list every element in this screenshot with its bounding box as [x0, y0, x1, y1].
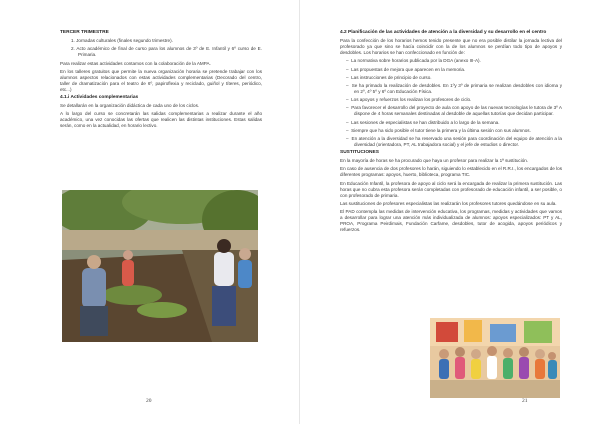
paragraph: Se detallarán en la organización didáctica de cada uno de los ciclos.	[60, 103, 200, 109]
bullet-item: – Los apoyos y refuerzos los realizan los profesores de ciclo.	[346, 97, 472, 103]
bullet-item: – Las sesiones de especialistas se han distribuido a lo largo de la semana.	[346, 119, 500, 125]
bullet-item: – En atención a la diversidad se ha reservado una sesión para coordinación del equipo de atención a la diversidad (orientadora, PT, AL trabajadora social) y el jefe de estudios o director.	[346, 135, 562, 147]
paragraph: Para la confección de los horarios hemos tenido presente que no era posible distilar la jornada lectiva del profesorado ya que sino se hacía coincidir con la de los alumnos se perdían todo tipo de apoyos y desdobles. Los horarios se han confeccionado en función de:	[340, 38, 562, 56]
paragraph: El PAD contempla las medidas de intervención educativa, los programas, medidas y actividades que vamos a desarrollar para lograr una atención más individualizada de alumnos: apoyos especializados: PT y AL, PROA, Programa Peirdimais, Fundación Carfame, desdobles, tutor de acogida, apoyos periódicos y refuerzos.	[340, 209, 562, 232]
bullet-item: – Las instrucciones de principio de curso.	[346, 74, 432, 80]
paragraph: En la mayoría de horas se ha procurado que haya un profesor para realizar la 1ª sustitución.	[340, 158, 529, 164]
right-page	[300, 0, 600, 424]
paragraph: Las sustituciones de profesores especialistas las realizarán los profesores tutores quedándose en su aula.	[340, 200, 557, 206]
right-subheading: SUSTITUCIONES	[340, 150, 379, 156]
paragraph: En los talleres gratuitos que permite la nueva organización horaria se pretende trabajar con los alumnos aspectos relacionados con estas actividades complementarias (Decorado del centro, taller de dramatización para el teatro de 6º, papiroflexia y reciclado, guiñol y títeres, periódico, etc...)	[60, 68, 262, 92]
left-heading: TERCER TRIMESTRE	[60, 30, 109, 35]
paragraph: A lo largo del curso se concretarán las salidas complementarias a realizar durante el año académico, una vez conocidas las ofertas que realicen las distintas instituciones. Estas salidas serán, como en la actualidad, en horario lectivo.	[60, 111, 262, 129]
list-item: 2. Acto académico de final de curso para los alumnos de 3º de E. Infantil y 6º curso de E. Primaria.	[71, 46, 262, 58]
bullet-item: – Las propuestas de mejora que aparecen en la memoria.	[346, 66, 466, 72]
page-number: 21	[522, 398, 528, 404]
left-subheading: 4.1.i Actividades complementarias	[60, 94, 139, 100]
list-item: 1. Jornadas culturales (finales segundo trimestre).	[71, 38, 173, 44]
bullet-item: – Se ha primado la realización de desdobles. En 1ºy 3º de primaria se realizan desdobles con idioma y en 2º, 4º 5º y 6º con Educación Física.	[346, 82, 562, 94]
left-text-block	[60, 30, 262, 132]
garden-photo	[62, 190, 258, 342]
right-text-block	[340, 30, 562, 235]
right-heading: 4.2 Planificación de las actividades de atención a la diversidad y su desarrollo en el centro	[340, 30, 547, 35]
bullet-item: – Siempre que ha sido posible el tutor tiene la primera y la última sesión con sus alumnos.	[346, 127, 531, 133]
page-number: 20	[146, 398, 152, 404]
bullet-item: – Para favorecer el desarrollo del proyecto de aula con apoyo de las nuevas tecnologías le tutora de 3º A dispone de 4 horas semanales destinadas al desdoble de aquellas tutorías que decidan participar.	[346, 105, 562, 117]
bullet-item: – La normativa sobre horarios publicada por la DGA (anexo III-A).	[346, 58, 481, 64]
paragraph: En caso de ausencia de dos profesores lo harán, siguiendo lo establecido en el R.R.I., los encargados de los diferentes programas: apoyos, huerto, biblioteca, programa TIC.	[340, 166, 562, 178]
paragraph: En Educación Infantil, la profesora de apoyo al ciclo será la encargada de realizar la primera sustitución. Las horas que no cubra esta profesora serán completadas con profesorado de educación infantil, a ser posible, o con profesorado de primaria.	[340, 180, 562, 198]
group-photo	[430, 318, 560, 398]
paragraph: Para realizar estas actividades contamos con la colaboración de la AMPA.	[60, 60, 211, 66]
